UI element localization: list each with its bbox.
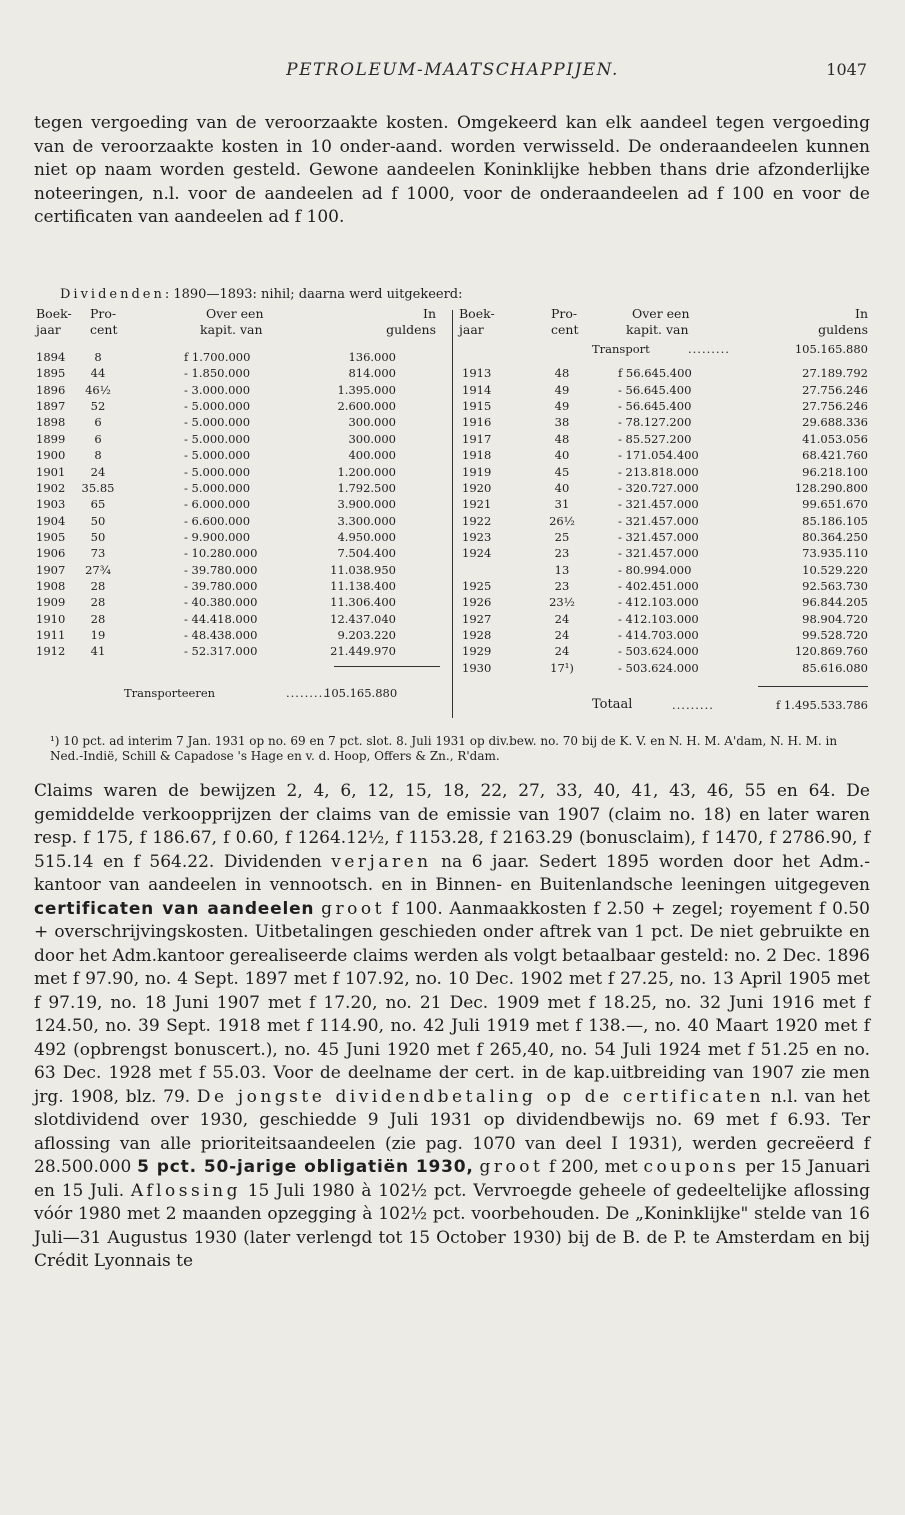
left-cell-percent: 28 xyxy=(90,611,106,626)
left-cell-guldens: 814.000 xyxy=(348,366,396,381)
left-cell-percent: 8 xyxy=(94,350,102,364)
jongste-term: De jongste dividendbetaling op de certificaten xyxy=(196,1086,765,1107)
right-cell-guldens: 128.290.800 xyxy=(794,480,868,495)
left-cell-guldens: 11.306.400 xyxy=(330,595,396,610)
left-cell-year: 1908 xyxy=(36,578,66,593)
dividends-intro: : 1890—1893: nihil; daarna werd uitgekeerd: xyxy=(164,287,463,302)
right-cell-year: 1913 xyxy=(462,366,492,381)
right-total-value: f 1.495.533.786 xyxy=(775,698,868,712)
right-cell-guldens: 85.616.080 xyxy=(802,660,868,675)
left-cell-capital: - 5.000.000 xyxy=(184,415,251,430)
right-cell-percent: 17¹) xyxy=(550,660,574,675)
left-cell-guldens: 2.600.000 xyxy=(337,399,396,414)
header-kapit: kapit. van xyxy=(200,322,263,337)
left-cell-percent: 27¾ xyxy=(85,562,111,577)
aflossing-term: Aflossing xyxy=(130,1180,241,1201)
left-cell-year: 1912 xyxy=(36,644,66,659)
right-cell-guldens: 29.688.336 xyxy=(802,415,868,430)
right-cell-percent: 38 xyxy=(554,415,570,430)
left-cell-guldens: 300.000 xyxy=(348,431,396,446)
right-cell-capital: - 414.703.000 xyxy=(618,628,699,642)
left-cell-capital: - 48.438.000 xyxy=(184,628,258,642)
left-cell-year: 1896 xyxy=(36,382,66,397)
left-total-value: 105.165.880 xyxy=(324,686,398,700)
left-cell-guldens: 1.792.500 xyxy=(337,480,396,495)
obligatien-term: 5 pct. 50-jarige obligatiën 1930, xyxy=(137,1157,474,1177)
header-guldens-right: guldens xyxy=(818,322,868,337)
left-cell-guldens: 1.395.000 xyxy=(337,382,396,397)
transport-leader: ......... xyxy=(688,342,730,356)
verjaren-term: verjaren xyxy=(331,851,432,872)
left-cell-guldens: 400.000 xyxy=(348,448,396,463)
right-cell-guldens: 27.189.792 xyxy=(802,366,868,381)
left-cell-capital: - 5.000.000 xyxy=(184,464,251,479)
header-over-een: Over een xyxy=(206,306,264,321)
right-cell-year: 1914 xyxy=(462,382,492,397)
left-cell-year: 1902 xyxy=(36,480,66,495)
transport-value: 105.165.880 xyxy=(794,342,868,356)
right-cell-year: 1923 xyxy=(462,529,492,544)
right-cell-year: 1928 xyxy=(462,628,492,642)
right-cell-percent: 23 xyxy=(554,546,570,561)
running-header xyxy=(0,60,905,86)
right-cell-year: 1916 xyxy=(462,415,492,430)
right-cell-percent: 23 xyxy=(554,578,570,593)
right-cell-capital: - 56.645.400 xyxy=(618,399,692,414)
body-text-2: na 6 jaar. Sedert 1895 worden door het Adm.-kantoor van aandeelen in vennootsch. en in Binnen- en Buitenlandsche leeningen uitgegeven xyxy=(34,851,870,895)
body-text-7: 15 Juli 1980 à 102½ pct. Vervroegde geheele of gedeeltelijke aflossing vóór 1980 met 2 maanden opzegging à 102½ pct. voorbehouden. De „Koninklijke" stelde van 16 Juli—31 Augustus 1930 (later verlengd tot 15 October 1930) bij de B. de P. te Amsterdam en bij Crédit Lyonnais te xyxy=(34,1180,871,1271)
right-cell-year: 1925 xyxy=(462,578,492,593)
left-total-label: Transporteeren xyxy=(124,686,216,700)
left-cell-year: 1899 xyxy=(36,431,66,446)
left-cell-year: 1897 xyxy=(36,399,66,414)
body-text-4: n.l. van het slotdividend over 1930, geschiedde 9 Juli 1931 op dividendbewijs no. 69 met f 6.93. Ter aflossing van alle prioriteitsaandeelen (zie pag. 1070 van deel I 1931), werden gecreëerd f 28.500.000 xyxy=(34,1086,871,1177)
header-cent: cent xyxy=(90,322,118,337)
header-guldens: guldens xyxy=(386,322,436,337)
left-cell-percent: 46½ xyxy=(85,382,111,397)
right-cell-capital: - 85.527.200 xyxy=(618,431,692,446)
left-cell-percent: 50 xyxy=(90,529,106,544)
left-cell-guldens: 136.000 xyxy=(348,350,396,364)
column-divider xyxy=(452,310,453,718)
right-cell-capital: - 503.624.000 xyxy=(618,660,699,675)
right-cell-year: 1930 xyxy=(462,660,492,675)
left-cell-capital: - 10.280.000 xyxy=(184,546,258,561)
left-cell-guldens: 3.300.000 xyxy=(337,513,396,528)
right-cell-guldens: 96.218.100 xyxy=(802,464,868,479)
left-cell-capital: - 52.317.000 xyxy=(184,644,258,659)
header-in-right: In xyxy=(855,306,868,321)
header-in: In xyxy=(423,306,436,321)
right-cell-percent: 24 xyxy=(554,628,570,642)
right-total-leader: ......... xyxy=(672,698,714,712)
left-cell-percent: 28 xyxy=(90,578,106,593)
dividends-label: Dividenden xyxy=(60,287,165,302)
right-cell-guldens: 27.756.246 xyxy=(802,382,868,397)
header-jaar-right: jaar xyxy=(459,322,484,337)
right-cell-guldens: 99.528.720 xyxy=(802,628,868,642)
right-cell-capital: - 213.818.000 xyxy=(618,464,699,479)
left-sum-line xyxy=(334,666,440,667)
left-cell-percent: 35.85 xyxy=(81,480,115,495)
left-cell-guldens: 1.200.000 xyxy=(337,464,396,479)
left-cell-percent: 6 xyxy=(94,415,102,430)
right-cell-capital: - 412.103.000 xyxy=(618,611,699,626)
left-cell-capital: - 5.000.000 xyxy=(184,431,251,446)
right-cell-year: 1929 xyxy=(462,644,492,659)
right-cell-percent: 25 xyxy=(554,529,570,544)
right-cell-guldens: 96.844.205 xyxy=(802,595,868,610)
left-cell-capital: - 9.900.000 xyxy=(184,529,251,544)
header-boek: Boek- xyxy=(36,306,72,321)
right-cell-year: 1927 xyxy=(462,611,492,626)
right-cell-percent: 24 xyxy=(554,644,570,659)
left-cell-percent: 50 xyxy=(90,513,106,528)
left-cell-guldens: 7.504.400 xyxy=(337,546,396,561)
right-cell-percent: 45 xyxy=(554,464,570,479)
right-cell-capital: - 56.645.400 xyxy=(618,382,692,397)
left-cell-capital: - 6.000.000 xyxy=(184,497,251,512)
right-cell-percent: 24 xyxy=(554,611,570,626)
right-cell-guldens: 27.756.246 xyxy=(802,399,868,414)
left-cell-capital: f 1.700.000 xyxy=(184,350,251,364)
left-cell-year: 1907 xyxy=(36,562,66,577)
left-cell-guldens: 11.138.400 xyxy=(330,578,396,593)
right-cell-guldens: 92.563.730 xyxy=(802,578,868,593)
transport-label: Transport xyxy=(592,342,650,356)
right-cell-capital: - 320.727.000 xyxy=(618,480,699,495)
left-cell-percent: 73 xyxy=(90,546,106,561)
right-cell-capital: - 171.054.400 xyxy=(618,448,699,463)
right-cell-year: 1922 xyxy=(462,513,492,528)
left-cell-guldens: 3.900.000 xyxy=(337,497,396,512)
dividends-heading xyxy=(60,287,463,302)
body-text-3: f 100. Aanmaakkosten f 2.50 + zegel; royement f 0.50 + overschrijvingskosten. Uitbetalingen geschieden onder aftrek van 1 pct. De niet gebruikte en door het Adm.kantoor gerealiseerde claims werden als volgt betaalbaar gesteld: no. 2 Dec. 1896 met f 97.90, no. 4 Sept. 1897 met f 107.92, no. 10 Dec. 1902 met f 27.25, no. 13 April 1905 met f 97.19, no. 18 Juni 1907 met f 17.20, no. 21 Dec. 1909 met f 18.25, no. 32 Juni 1916 met f 124.50, no. 39 Sept. 1918 met f 114.90, no. 42 Juli 1919 met f 138.—, no. 40 Maart 1920 met f 492 (opbrengst bonuscert.), no. 45 Juni 1920 met f 265,40, no. 54 Juli 1924 met f 51.25 en no. 63 Dec. 1928 met f 55.03. Voor de deelname der cert. in de kap.uitbreiding van 1907 zie men jrg. 1908, blz. 79. xyxy=(34,898,870,1107)
left-cell-year: 1906 xyxy=(36,546,66,561)
left-cell-capital: - 5.000.000 xyxy=(184,448,251,463)
left-cell-guldens: 11.038.950 xyxy=(330,562,396,577)
left-cell-year: 1900 xyxy=(36,448,66,463)
right-cell-capital: - 503.624.000 xyxy=(618,644,699,659)
left-cell-year: 1898 xyxy=(36,415,66,430)
header-jaar: jaar xyxy=(36,322,61,337)
right-cell-year: 1921 xyxy=(462,497,492,512)
right-cell-percent: 26½ xyxy=(549,513,575,528)
right-cell-percent: 23½ xyxy=(549,595,575,610)
body-text-1: Claims waren de bewijzen 2, 4, 6, 12, 15, 18, 22, 27, 33, 40, 41, 43, 46, 55 en 64. De gemiddelde verkoopprijzen der claims van de emissie van 1907 (claim no. 18) en later waren resp. f 175, f 186.67, f 0.60, f 1264.12½, f 1153.28, f 2163.29 (bonusclaim), f 1470, f 2786.90, f 515.14 en f 564.22. Dividenden xyxy=(34,781,870,872)
left-cell-capital: - 40.380.000 xyxy=(184,595,258,610)
groot-term-2: groot xyxy=(479,1157,544,1177)
left-cell-year: 1905 xyxy=(36,529,66,544)
right-cell-guldens: 85.186.105 xyxy=(802,513,868,528)
right-total-label: Totaal xyxy=(592,697,633,712)
left-cell-year: 1903 xyxy=(36,497,66,512)
right-cell-capital: - 321.457.000 xyxy=(618,513,699,528)
claims-paragraph xyxy=(34,780,870,1274)
right-cell-year: 1926 xyxy=(462,595,492,610)
left-total-leader: ......... xyxy=(286,686,328,700)
left-cell-capital: - 39.780.000 xyxy=(184,562,258,577)
groot-term: groot xyxy=(321,898,385,919)
right-cell-guldens: 73.935.110 xyxy=(802,546,868,561)
left-cell-capital: - 1.850.000 xyxy=(184,366,251,381)
left-cell-percent: 19 xyxy=(90,628,106,642)
left-cell-guldens: 300.000 xyxy=(348,415,396,430)
right-cell-capital: - 412.103.000 xyxy=(618,595,699,610)
page-title: PETROLEUM-MAATSCHAPPIJEN. xyxy=(286,60,619,80)
right-cell-year: 1918 xyxy=(462,448,492,463)
header-pro-right: Pro- xyxy=(551,306,578,321)
right-cell-year: 1919 xyxy=(462,464,492,479)
left-cell-percent: 41 xyxy=(90,644,106,659)
right-cell-percent: 49 xyxy=(554,399,570,414)
left-cell-capital: - 6.600.000 xyxy=(184,513,251,528)
right-cell-capital: f 56.645.400 xyxy=(618,366,692,381)
left-cell-guldens: 21.449.970 xyxy=(330,644,396,659)
right-cell-guldens: 41.053.056 xyxy=(802,431,868,446)
right-cell-percent: 13 xyxy=(554,562,570,577)
left-cell-percent: 44 xyxy=(90,366,106,381)
right-cell-year: 1917 xyxy=(462,431,492,446)
left-cell-percent: 6 xyxy=(94,431,102,446)
left-cell-capital: - 44.418.000 xyxy=(184,611,258,626)
certificaten-term: certificaten van aandeelen xyxy=(34,898,315,919)
left-cell-capital: - 5.000.000 xyxy=(184,480,251,495)
left-cell-capital: - 3.000.000 xyxy=(184,382,251,397)
right-cell-percent: 40 xyxy=(554,448,570,463)
left-cell-year: 1895 xyxy=(36,366,66,381)
right-cell-guldens: 68.421.760 xyxy=(802,448,868,463)
left-cell-year: 1909 xyxy=(36,595,66,610)
right-cell-percent: 40 xyxy=(554,480,570,495)
right-cell-guldens: 99.651.670 xyxy=(802,497,868,512)
dividend-table xyxy=(34,304,870,724)
footnote: ¹) 10 pct. ad interim 7 Jan. 1931 op no. 69 en 7 pct. slot. 8. Juli 1931 op div.bew. no. 70 bij de K. V. en N. H. M. A'dam, N. H. M. in Ned.-Indië, Schill & Capadose 's Hage en v. d. Hoop, Offers & Zn., R'dam. xyxy=(50,734,838,763)
body-text-5: f 200, met xyxy=(549,1157,638,1177)
left-cell-year: 1910 xyxy=(36,611,66,626)
right-cell-capital: - 321.457.000 xyxy=(618,546,699,561)
header-over-een-right: Over een xyxy=(632,306,690,321)
left-cell-percent: 52 xyxy=(90,399,106,414)
right-cell-guldens: 98.904.720 xyxy=(802,611,868,626)
right-cell-percent: 48 xyxy=(554,366,570,381)
header-kapit-right: kapit. van xyxy=(626,322,689,337)
intro-paragraph: tegen vergoeding van de veroorzaakte kosten. Omgekeerd kan elk aandeel tegen vergoeding van de veroorzaakte kosten in 10 onder-aand. worden verwisseld. De onderaandeelen kunnen niet op naam worden gesteld. Gewone aandeelen Koninklijke hebben thans drie afzonderlijke noteeringen, n.l. voor de aandeelen ad f 1000, voor de onderaandeelen ad f 100 en voor de certificaten van aandeelen ad f 100. xyxy=(34,113,870,227)
right-cell-year: 1924 xyxy=(462,546,492,561)
header-pro: Pro- xyxy=(90,306,117,321)
left-cell-year: 1904 xyxy=(36,513,66,528)
header-cent-right: cent xyxy=(551,322,579,337)
right-cell-year: 1920 xyxy=(462,480,492,495)
coupons-term: coupons xyxy=(643,1157,740,1177)
left-cell-year: 1911 xyxy=(36,628,66,642)
left-cell-percent: 24 xyxy=(90,464,106,479)
right-cell-guldens: 80.364.250 xyxy=(802,529,868,544)
right-cell-guldens: 120.869.760 xyxy=(794,644,868,659)
right-cell-percent: 49 xyxy=(554,382,570,397)
header-boek-right: Boek- xyxy=(459,306,495,321)
right-cell-capital: - 402.451.000 xyxy=(618,578,699,593)
left-cell-year: 1894 xyxy=(36,350,66,364)
page-number: 1047 xyxy=(826,60,867,79)
right-cell-percent: 48 xyxy=(554,431,570,446)
right-sum-line xyxy=(758,686,868,687)
left-cell-guldens: 9.203.220 xyxy=(337,628,396,642)
left-cell-capital: - 39.780.000 xyxy=(184,578,258,593)
left-cell-guldens: 4.950.000 xyxy=(337,529,396,544)
right-cell-capital: - 80.994.000 xyxy=(618,562,692,577)
right-cell-capital: - 321.457.000 xyxy=(618,497,699,512)
left-cell-year: 1901 xyxy=(36,464,66,479)
right-cell-capital: - 321.457.000 xyxy=(618,529,699,544)
right-cell-percent: 31 xyxy=(554,497,570,512)
left-cell-percent: 8 xyxy=(94,448,102,463)
right-cell-capital: - 78.127.200 xyxy=(618,415,692,430)
left-cell-percent: 65 xyxy=(90,497,106,512)
left-cell-capital: - 5.000.000 xyxy=(184,399,251,414)
right-cell-year: 1915 xyxy=(462,399,492,414)
left-cell-percent: 28 xyxy=(90,595,106,610)
body-text-6: per 15 Januari en 15 Juli. xyxy=(34,1157,871,1201)
left-cell-guldens: 12.437.040 xyxy=(330,611,396,626)
right-cell-guldens: 10.529.220 xyxy=(802,562,868,577)
